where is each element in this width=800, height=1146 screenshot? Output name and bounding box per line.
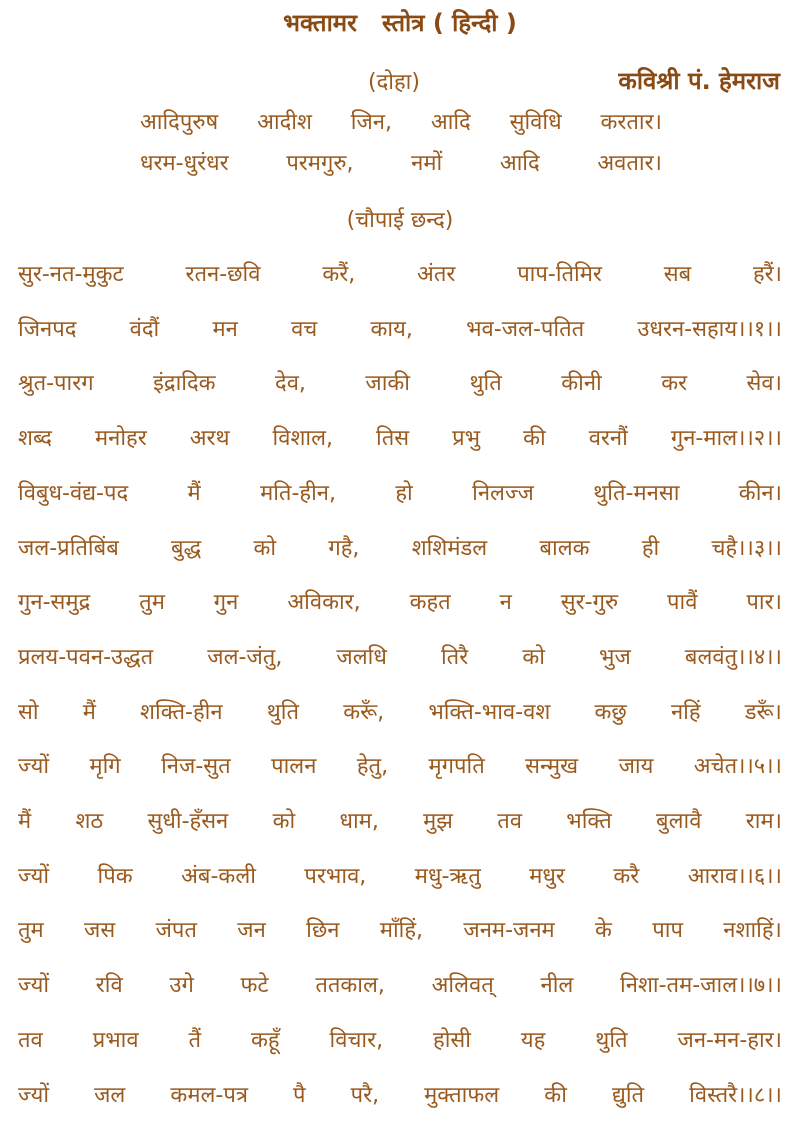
verse-word: धाम, bbox=[339, 809, 379, 834]
verse-word: इंद्रादिक bbox=[153, 371, 216, 396]
verse-word: बुलावै bbox=[656, 809, 702, 834]
chaupai-label: (चौपाई छन्द) bbox=[346, 208, 454, 233]
verse-word: गुन-समुद्र bbox=[18, 590, 91, 615]
verse-word: रतन-छवि bbox=[185, 262, 261, 287]
verse-word: नहिं bbox=[670, 700, 701, 725]
verse-word: विशाल, bbox=[272, 426, 334, 451]
verse-word: प्रभु bbox=[452, 426, 481, 451]
verse-word: विस्तरै।।८।। bbox=[689, 1083, 782, 1108]
verse-word: देव, bbox=[275, 371, 306, 396]
verse-word: जिनपद bbox=[18, 317, 77, 342]
verse-word: तिरै bbox=[440, 645, 469, 670]
verse-word: द्युति bbox=[611, 1083, 645, 1108]
doha-line bbox=[140, 106, 662, 136]
verse-line bbox=[18, 422, 782, 452]
verse-word: ज्यों bbox=[18, 864, 50, 889]
verse-word: कर bbox=[661, 371, 688, 396]
verse-word: डरूँ। bbox=[744, 700, 782, 725]
verse-word: शब्द bbox=[18, 426, 52, 451]
verse-word: सेव। bbox=[746, 371, 782, 396]
verse-word: को bbox=[253, 536, 277, 561]
verse-word: सुविधि bbox=[509, 110, 562, 135]
verse-word: जलधि bbox=[336, 645, 387, 670]
verse-word: शक्ति-हीन bbox=[140, 700, 223, 725]
verse-word: मृगपति bbox=[428, 754, 485, 779]
verse-word: उधरन-सहाय।।१।। bbox=[637, 317, 782, 342]
verse-word: तिस bbox=[376, 426, 410, 451]
verse-word: आदि bbox=[499, 151, 540, 176]
verse-word: न bbox=[499, 590, 512, 615]
verse-word: वंदौं bbox=[129, 317, 160, 342]
verse-word: को bbox=[272, 809, 296, 834]
verse-line bbox=[18, 313, 782, 343]
verse-word: गुन-माल।।२।। bbox=[670, 426, 782, 451]
verse-word: धरम-धुरंधर bbox=[140, 151, 229, 176]
verse-word: मैं bbox=[187, 481, 201, 506]
verse-word: कीन। bbox=[738, 481, 782, 506]
verse-word: मनोहर bbox=[94, 426, 147, 451]
verse-word: विचार, bbox=[329, 1028, 384, 1053]
verse-word: पै bbox=[293, 1083, 306, 1108]
verse-word: जंपत bbox=[155, 918, 197, 943]
verse-word: कछु bbox=[594, 700, 627, 725]
verse-word: आदिपुरुष bbox=[140, 110, 219, 135]
verse-word: ज्यों bbox=[18, 1083, 50, 1108]
verse-word: भक्ति-भाव-वश bbox=[428, 700, 551, 725]
verse-word: पार। bbox=[746, 590, 782, 615]
verse-word: सुर-नत-मुकुट bbox=[18, 262, 124, 287]
verse-word: नशाहिं। bbox=[723, 918, 782, 943]
verse-word: पाप-तिमिर bbox=[517, 262, 602, 287]
verse-word: हेतु, bbox=[356, 754, 389, 779]
verse-word: जिन, bbox=[350, 110, 393, 135]
verse-word: श्रुत-पारग bbox=[18, 371, 94, 396]
verse-word: तुम bbox=[139, 590, 165, 615]
verse-word: तव bbox=[18, 1028, 43, 1053]
verse-word: ज्यों bbox=[18, 754, 50, 779]
verse-word: की bbox=[523, 426, 546, 451]
verse-word: निलज्ज bbox=[472, 481, 534, 506]
verse-word: आदीश bbox=[257, 110, 312, 135]
verse-word: जल bbox=[94, 1083, 126, 1108]
verse-word: जस bbox=[84, 918, 116, 943]
verse-word: जन bbox=[237, 918, 266, 943]
verse-line bbox=[18, 860, 782, 890]
verse-word: रवि bbox=[95, 973, 123, 998]
verse-line bbox=[18, 750, 782, 780]
verse-line bbox=[18, 914, 782, 944]
verse-word: को bbox=[522, 645, 545, 670]
verse-word: तव bbox=[497, 809, 522, 834]
verse-word: गहै, bbox=[328, 536, 360, 561]
verse-word: मति-हीन, bbox=[260, 481, 336, 506]
verse-word: अरथ bbox=[189, 426, 230, 451]
verse-word: अचेत।।५।। bbox=[693, 754, 782, 779]
verse-word: मुक्ताफल bbox=[424, 1083, 500, 1108]
verse-word: आदि bbox=[430, 110, 471, 135]
verse-word: परमगुरु, bbox=[286, 151, 354, 176]
verse-word: ततकाल, bbox=[315, 973, 385, 998]
verse-word: निशा-तम-जाल।।७।। bbox=[620, 973, 782, 998]
verse-word: कहूँ bbox=[251, 1028, 280, 1053]
verse-word: नील bbox=[540, 973, 574, 998]
verse-word: मधुर bbox=[529, 864, 565, 889]
verse-line bbox=[18, 1024, 782, 1054]
verse-word: नमों bbox=[411, 151, 443, 176]
verse-word: थुति-मनसा bbox=[593, 481, 680, 506]
verse-word: प्रभाव bbox=[92, 1028, 139, 1053]
verse-word: गुन bbox=[213, 590, 239, 615]
verse-word: जाय bbox=[618, 754, 654, 779]
verse-word: अविकार, bbox=[287, 590, 361, 615]
verse-word: के bbox=[595, 918, 612, 943]
verse-word: फटे bbox=[240, 973, 269, 998]
verse-word: शठ bbox=[75, 809, 104, 834]
doha-line bbox=[140, 147, 662, 177]
verse-word: तुम bbox=[18, 918, 44, 943]
verse-word: बालक bbox=[539, 536, 590, 561]
author-name: कविश्री पं. हेमराज bbox=[618, 67, 780, 95]
verse-line bbox=[18, 805, 782, 835]
verse-word: भक्ति bbox=[566, 809, 612, 834]
verse-word: ही bbox=[641, 536, 660, 561]
verse-word: अवतार। bbox=[597, 151, 662, 176]
verse-word: छिन bbox=[306, 918, 340, 943]
verse-word: सो bbox=[18, 700, 39, 725]
verse-word: जल-प्रतिबिंब bbox=[18, 536, 119, 561]
verse-word: जन-मन-हार। bbox=[677, 1028, 782, 1053]
verse-word: करूँ, bbox=[343, 700, 385, 725]
verse-word: विबुध-वंद्य-पद bbox=[18, 481, 129, 506]
verse-word: शशिमंडल bbox=[411, 536, 488, 561]
doha-label: (दोहा) bbox=[368, 70, 420, 95]
verse-word: प्रलय-पवन-उद्धत bbox=[18, 645, 154, 670]
verse-word: वरनौं bbox=[588, 426, 628, 451]
verse-word: अंब-कली bbox=[181, 864, 256, 889]
verse-word: थुति bbox=[266, 700, 300, 725]
verse-word: वच bbox=[291, 317, 318, 342]
verse-word: चहै।।३।। bbox=[711, 536, 782, 561]
verse-word: करैं, bbox=[322, 262, 356, 287]
verse-word: अलिवत् bbox=[431, 973, 494, 998]
verse-word: जनम-जनम bbox=[463, 918, 555, 943]
verse-word: यह bbox=[520, 1028, 546, 1053]
verse-word: अंतर bbox=[417, 262, 456, 287]
verse-line bbox=[18, 532, 782, 562]
verse-word: करै bbox=[613, 864, 640, 889]
verse-word: जाकी bbox=[365, 371, 411, 396]
verse-line bbox=[18, 696, 782, 726]
verse-line bbox=[18, 641, 782, 671]
verse-word: मैं bbox=[82, 700, 96, 725]
verse-word: बलवंतु।।४।। bbox=[684, 645, 782, 670]
verse-word: कीनी bbox=[561, 371, 602, 396]
verse-line bbox=[18, 367, 782, 397]
verse-word: हो bbox=[395, 481, 413, 506]
verse-line bbox=[18, 477, 782, 507]
verse-word: पिक bbox=[97, 864, 133, 889]
verse-word: सन्मुख bbox=[525, 754, 579, 779]
verse-word: थुति bbox=[469, 371, 502, 396]
verse-word: मुझ bbox=[423, 809, 453, 834]
verse-word: हरैं। bbox=[752, 262, 782, 287]
verse-word: थुति bbox=[595, 1028, 628, 1053]
verse-word: माँहिं, bbox=[379, 918, 424, 943]
verse-line bbox=[18, 1079, 782, 1109]
verse-word: सुधी-हँसन bbox=[147, 809, 229, 834]
verse-word: तैं bbox=[188, 1028, 202, 1053]
verse-word: परभाव, bbox=[304, 864, 367, 889]
verse-word: बुद्ध bbox=[171, 536, 202, 561]
verse-word: सब bbox=[663, 262, 692, 287]
verse-word: काय, bbox=[370, 317, 413, 342]
verse-word: कमल-पत्र bbox=[170, 1083, 248, 1108]
verse-word: ज्यों bbox=[18, 973, 50, 998]
verse-word: करतार। bbox=[600, 110, 662, 135]
verse-line bbox=[18, 258, 782, 288]
verse-word: मृगि bbox=[89, 754, 121, 779]
verse-word: पावैं bbox=[667, 590, 698, 615]
verse-line bbox=[18, 969, 782, 999]
verse-word: सुर-गुरु bbox=[560, 590, 619, 615]
verse-word: परै, bbox=[350, 1083, 380, 1108]
verse-word: की bbox=[544, 1083, 567, 1108]
verse-word: जल-जंतु, bbox=[207, 645, 283, 670]
verse-word: पालन bbox=[271, 754, 317, 779]
verse-word: भव-जल-पतित bbox=[466, 317, 585, 342]
verse-word: आराव।।६।। bbox=[687, 864, 782, 889]
verse-word: कहत bbox=[409, 590, 451, 615]
verse-word: भुज bbox=[599, 645, 631, 670]
verse-word: निज-सुत bbox=[161, 754, 231, 779]
verse-word: पाप bbox=[652, 918, 683, 943]
verse-word: उगे bbox=[169, 973, 194, 998]
verse-word: होसी bbox=[433, 1028, 471, 1053]
verse-word: मैं bbox=[18, 809, 32, 834]
verse-word: मन bbox=[212, 317, 238, 342]
page-title: भक्तामर स्तोत्र ( हिन्दी ) bbox=[283, 9, 517, 37]
verse-word: राम। bbox=[745, 809, 782, 834]
verse-word: मधु-ऋतु bbox=[414, 864, 481, 889]
verse-line bbox=[18, 586, 782, 616]
